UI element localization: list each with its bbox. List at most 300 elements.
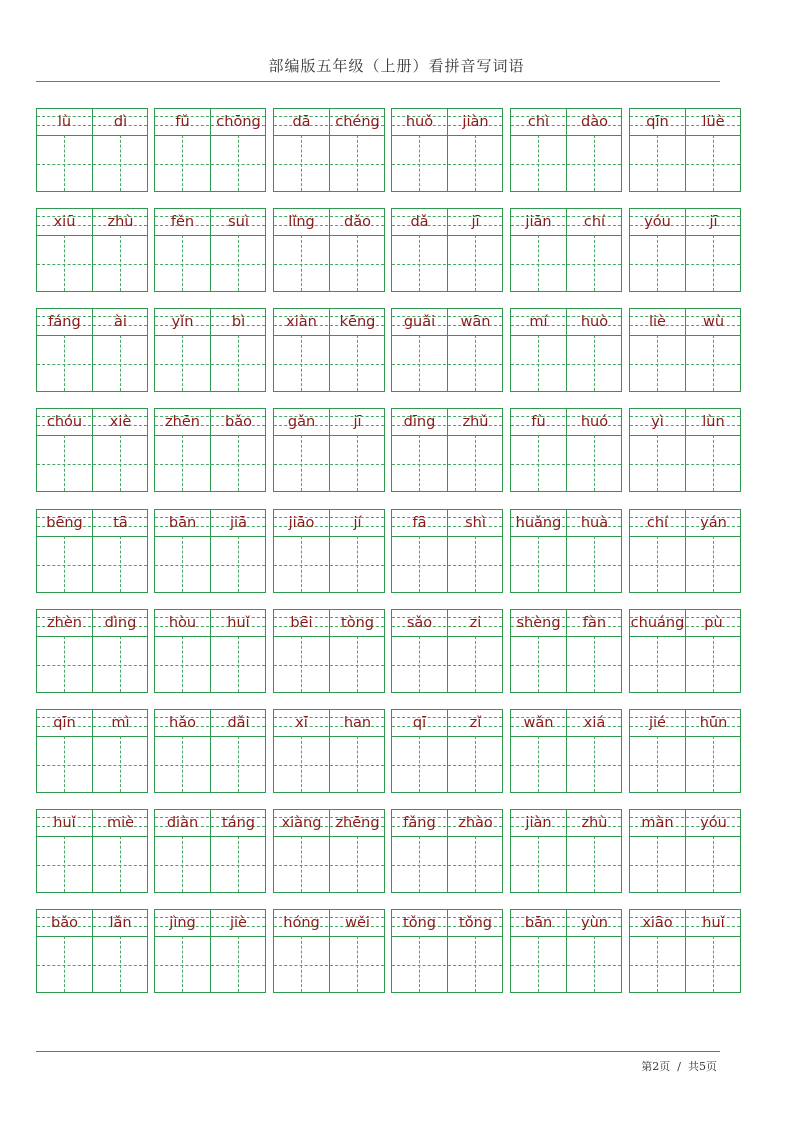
word-box xyxy=(36,509,148,593)
pinyin-syllable: liè xyxy=(649,314,666,330)
char-guide-vertical xyxy=(713,936,714,992)
char-guide-vertical xyxy=(594,335,595,391)
char-guide-vertical xyxy=(713,335,714,391)
pinyin-syllable: chí xyxy=(583,214,606,230)
char-guide-vertical xyxy=(475,636,476,692)
pinyin-syllable: shèng xyxy=(516,615,561,631)
char-guide-horizontal xyxy=(511,364,621,365)
char-guide-vertical xyxy=(301,536,302,592)
char-guide-horizontal xyxy=(630,364,740,365)
char-guide-horizontal xyxy=(37,164,147,165)
pinyin-syllable: tòng xyxy=(341,615,374,631)
char-guide-vertical xyxy=(594,736,595,792)
pinyin-syllable: tā xyxy=(113,515,128,531)
char-guide-vertical xyxy=(64,435,65,491)
word-box xyxy=(273,308,385,392)
word-box xyxy=(36,809,148,893)
pinyin-syllable: xiāo xyxy=(642,915,673,931)
word-box xyxy=(273,509,385,593)
pinyin-syllable: huǐ xyxy=(53,815,76,831)
char-guide-vertical xyxy=(419,636,420,692)
char-guide-vertical xyxy=(238,736,239,792)
char-guide-vertical xyxy=(357,636,358,692)
char-guide-horizontal xyxy=(511,164,621,165)
pinyin-syllable: dào xyxy=(581,114,608,130)
char-guide-vertical xyxy=(419,536,420,592)
pinyin-syllable: xiàng xyxy=(281,815,322,831)
char-guide-vertical xyxy=(182,536,183,592)
char-guide-vertical xyxy=(419,335,420,391)
pinyin-syllable: fáng xyxy=(48,314,81,330)
pinyin-syllable: zhù xyxy=(581,815,608,831)
char-guide-vertical xyxy=(657,335,658,391)
char-guide-vertical xyxy=(475,536,476,592)
pinyin-syllable: zhèn xyxy=(47,615,82,631)
char-guide-vertical xyxy=(357,736,358,792)
word-box xyxy=(273,809,385,893)
char-guide-horizontal xyxy=(37,665,147,666)
word-box xyxy=(36,108,148,192)
pinyin-syllable: bì xyxy=(231,314,246,330)
pinyin-syllable: xī xyxy=(295,715,308,731)
pinyin-syllable: huǐ xyxy=(227,615,250,631)
pinyin-syllable: dǎi xyxy=(227,715,250,731)
word-box xyxy=(629,909,741,993)
word-box xyxy=(154,208,266,292)
char-guide-vertical xyxy=(713,135,714,191)
char-guide-vertical xyxy=(538,636,539,692)
char-guide-vertical xyxy=(538,536,539,592)
char-guide-vertical xyxy=(120,135,121,191)
pinyin-syllable: bǎo xyxy=(51,915,78,931)
char-guide-vertical xyxy=(182,736,183,792)
pinyin-syllable: dì xyxy=(113,114,128,130)
char-guide-vertical xyxy=(301,135,302,191)
pinyin-syllable: jìng xyxy=(169,915,196,931)
pinyin-syllable: chóu xyxy=(46,414,83,430)
pinyin-syllable: han xyxy=(343,715,372,731)
word-box xyxy=(36,208,148,292)
pinyin-syllable: bān xyxy=(168,515,197,531)
char-guide-vertical xyxy=(475,936,476,992)
char-guide-vertical xyxy=(238,936,239,992)
char-guide-horizontal xyxy=(37,865,147,866)
pinyin-syllable: bēi xyxy=(290,615,313,631)
page-number: 第2页 / 共5页 xyxy=(641,1060,717,1073)
pinyin-syllable: hūn xyxy=(699,715,728,731)
char-guide-horizontal xyxy=(274,765,384,766)
char-guide-horizontal xyxy=(155,965,265,966)
char-guide-horizontal xyxy=(274,364,384,365)
pinyin-syllable: kēng xyxy=(339,314,376,330)
char-guide-vertical xyxy=(301,335,302,391)
char-guide-vertical xyxy=(713,435,714,491)
char-guide-horizontal xyxy=(511,565,621,566)
pinyin-syllable: chì xyxy=(527,114,550,130)
char-guide-vertical xyxy=(419,435,420,491)
pinyin-syllable: jiè xyxy=(230,915,247,931)
char-guide-horizontal xyxy=(511,464,621,465)
pinyin-syllable: xiá xyxy=(583,715,606,731)
char-guide-vertical xyxy=(182,235,183,291)
char-guide-vertical xyxy=(357,936,358,992)
pinyin-syllable: wěi xyxy=(345,915,370,931)
pinyin-syllable: jiā xyxy=(230,515,247,531)
pinyin-syllable: hòu xyxy=(168,615,197,631)
char-guide-horizontal xyxy=(392,665,502,666)
char-guide-vertical xyxy=(182,836,183,892)
word-box xyxy=(629,408,741,492)
char-guide-vertical xyxy=(594,536,595,592)
word-box xyxy=(510,709,622,793)
char-guide-vertical xyxy=(357,335,358,391)
word-box xyxy=(391,809,503,893)
char-guide-vertical xyxy=(657,836,658,892)
char-guide-vertical xyxy=(538,235,539,291)
pinyin-syllable: jiān xyxy=(525,214,552,230)
char-guide-horizontal xyxy=(274,264,384,265)
pinyin-syllable: dǎo xyxy=(344,214,371,230)
pinyin-syllable: jié xyxy=(649,715,666,731)
char-guide-vertical xyxy=(538,836,539,892)
char-guide-horizontal xyxy=(392,264,502,265)
char-guide-vertical xyxy=(182,936,183,992)
word-box xyxy=(154,609,266,693)
word-box xyxy=(510,609,622,693)
word-box xyxy=(36,709,148,793)
char-guide-vertical xyxy=(64,736,65,792)
pinyin-syllable: zhù xyxy=(107,214,134,230)
char-guide-horizontal xyxy=(511,264,621,265)
char-guide-horizontal xyxy=(155,464,265,465)
pinyin-syllable: huà xyxy=(580,515,609,531)
word-box xyxy=(36,909,148,993)
pinyin-syllable: dìng xyxy=(104,615,137,631)
word-box xyxy=(154,308,266,392)
pinyin-syllable: fǎng xyxy=(403,815,436,831)
pinyin-syllable: shì xyxy=(465,515,486,531)
pinyin-syllable: xiū xyxy=(53,214,76,230)
word-box xyxy=(629,108,741,192)
pinyin-syllable: dā xyxy=(292,114,311,130)
pinyin-syllable: chuáng xyxy=(630,615,685,631)
pinyin-syllable: huǒ xyxy=(405,114,434,130)
char-guide-vertical xyxy=(594,636,595,692)
char-guide-horizontal xyxy=(511,965,621,966)
pinyin-syllable: sǎo xyxy=(406,615,433,631)
char-guide-vertical xyxy=(238,636,239,692)
char-guide-horizontal xyxy=(155,665,265,666)
char-guide-vertical xyxy=(538,135,539,191)
word-box xyxy=(391,208,503,292)
char-guide-horizontal xyxy=(630,464,740,465)
char-guide-vertical xyxy=(238,836,239,892)
pinyin-syllable: fàn xyxy=(582,615,607,631)
char-guide-vertical xyxy=(713,836,714,892)
pinyin-syllable: wān xyxy=(460,314,491,330)
char-guide-vertical xyxy=(120,435,121,491)
char-guide-vertical xyxy=(475,736,476,792)
char-guide-vertical xyxy=(64,335,65,391)
char-guide-vertical xyxy=(182,636,183,692)
pinyin-syllable: màn xyxy=(641,815,674,831)
word-box xyxy=(629,709,741,793)
pinyin-syllable: yóu xyxy=(644,214,671,230)
char-guide-vertical xyxy=(120,636,121,692)
char-guide-horizontal xyxy=(274,164,384,165)
word-box xyxy=(36,408,148,492)
pinyin-syllable: qīn xyxy=(646,114,669,130)
pinyin-syllable: wù xyxy=(702,314,725,330)
char-guide-vertical xyxy=(419,936,420,992)
header-rule xyxy=(36,81,720,82)
char-guide-horizontal xyxy=(274,665,384,666)
word-box xyxy=(510,308,622,392)
char-guide-horizontal xyxy=(37,765,147,766)
word-box xyxy=(391,909,503,993)
pinyin-syllable: yán xyxy=(700,515,727,531)
pinyin-syllable: zhǔ xyxy=(462,414,489,430)
char-guide-vertical xyxy=(657,536,658,592)
char-guide-horizontal xyxy=(392,364,502,365)
pinyin-syllable: bān xyxy=(524,915,553,931)
pinyin-syllable: jī xyxy=(471,214,480,230)
pinyin-syllable: hóng xyxy=(283,915,320,931)
char-guide-vertical xyxy=(419,235,420,291)
pinyin-syllable: fù xyxy=(531,414,546,430)
char-guide-horizontal xyxy=(630,865,740,866)
char-guide-horizontal xyxy=(630,965,740,966)
page-title: 部编版五年级（上册）看拼音写词语 xyxy=(268,57,525,75)
pinyin-syllable: jī xyxy=(709,214,718,230)
char-guide-vertical xyxy=(357,536,358,592)
pinyin-syllable: miè xyxy=(106,815,135,831)
char-guide-vertical xyxy=(538,936,539,992)
char-guide-vertical xyxy=(64,135,65,191)
char-guide-vertical xyxy=(301,836,302,892)
word-box xyxy=(510,509,622,593)
char-guide-horizontal xyxy=(274,565,384,566)
char-guide-vertical xyxy=(120,235,121,291)
word-box xyxy=(154,709,266,793)
pinyin-syllable: jiàn xyxy=(462,114,489,130)
pinyin-syllable: lüè xyxy=(702,114,725,130)
pinyin-syllable: mì xyxy=(111,715,130,731)
word-box xyxy=(273,609,385,693)
char-guide-vertical xyxy=(657,435,658,491)
char-guide-vertical xyxy=(657,135,658,191)
char-guide-vertical xyxy=(301,936,302,992)
char-guide-vertical xyxy=(594,235,595,291)
word-box xyxy=(154,408,266,492)
word-box xyxy=(154,809,266,893)
char-guide-vertical xyxy=(419,736,420,792)
word-box xyxy=(510,108,622,192)
char-guide-vertical xyxy=(657,736,658,792)
pinyin-syllable: lùn xyxy=(702,414,725,430)
pinyin-syllable: táng xyxy=(222,815,255,831)
pinyin-syllable: xiè xyxy=(109,414,132,430)
pinyin-syllable: tǒng xyxy=(403,915,436,931)
char-guide-vertical xyxy=(357,836,358,892)
char-guide-vertical xyxy=(538,736,539,792)
word-box xyxy=(629,609,741,693)
char-guide-horizontal xyxy=(155,264,265,265)
char-guide-vertical xyxy=(238,536,239,592)
char-guide-vertical xyxy=(301,435,302,491)
pinyin-syllable: pù xyxy=(704,615,723,631)
char-guide-vertical xyxy=(594,936,595,992)
char-guide-horizontal xyxy=(630,565,740,566)
char-guide-horizontal xyxy=(511,765,621,766)
pinyin-syllable: bēng xyxy=(46,515,83,531)
char-guide-vertical xyxy=(357,435,358,491)
char-guide-vertical xyxy=(120,936,121,992)
pinyin-syllable: zǐ xyxy=(469,715,482,731)
pinyin-syllable: lù xyxy=(57,114,72,130)
char-guide-vertical xyxy=(238,435,239,491)
pinyin-syllable: yóu xyxy=(700,815,727,831)
word-box xyxy=(273,208,385,292)
pinyin-syllable: tǒng xyxy=(459,915,492,931)
pinyin-syllable: chōng xyxy=(216,114,261,130)
char-guide-vertical xyxy=(301,636,302,692)
char-guide-horizontal xyxy=(274,865,384,866)
pinyin-syllable: wǎn xyxy=(523,715,554,731)
char-guide-vertical xyxy=(301,736,302,792)
pinyin-syllable: xiàn xyxy=(286,314,317,330)
word-box xyxy=(629,208,741,292)
char-guide-horizontal xyxy=(392,164,502,165)
char-guide-horizontal xyxy=(37,264,147,265)
pinyin-syllable: yì xyxy=(651,414,664,430)
char-guide-vertical xyxy=(538,335,539,391)
char-guide-vertical xyxy=(594,836,595,892)
pinyin-syllable: chí xyxy=(646,515,669,531)
pinyin-syllable: zhēng xyxy=(335,815,380,831)
char-guide-vertical xyxy=(238,235,239,291)
word-box xyxy=(154,509,266,593)
char-guide-horizontal xyxy=(392,765,502,766)
char-guide-horizontal xyxy=(155,865,265,866)
pinyin-syllable: lǎn xyxy=(109,915,132,931)
char-guide-vertical xyxy=(657,235,658,291)
char-guide-vertical xyxy=(419,135,420,191)
pinyin-syllable: fā xyxy=(412,515,427,531)
char-guide-vertical xyxy=(419,836,420,892)
char-guide-vertical xyxy=(713,636,714,692)
char-guide-vertical xyxy=(120,836,121,892)
pinyin-syllable: bǎo xyxy=(225,414,252,430)
char-guide-horizontal xyxy=(630,765,740,766)
char-guide-vertical xyxy=(64,235,65,291)
char-guide-vertical xyxy=(182,335,183,391)
word-box xyxy=(510,208,622,292)
char-guide-horizontal xyxy=(392,865,502,866)
char-guide-vertical xyxy=(475,335,476,391)
char-guide-horizontal xyxy=(511,665,621,666)
word-box xyxy=(273,909,385,993)
pinyin-syllable: huò xyxy=(580,314,609,330)
pinyin-syllable: yǐn xyxy=(171,314,194,330)
pinyin-syllable: jí xyxy=(353,515,362,531)
word-box xyxy=(273,709,385,793)
pinyin-syllable: qī xyxy=(412,715,427,731)
char-guide-vertical xyxy=(120,536,121,592)
char-guide-horizontal xyxy=(37,464,147,465)
pinyin-syllable: diàn xyxy=(166,815,199,831)
char-guide-horizontal xyxy=(37,965,147,966)
pinyin-syllable: fǔ xyxy=(175,114,190,130)
pinyin-syllable: dīng xyxy=(403,414,436,430)
char-guide-horizontal xyxy=(392,565,502,566)
word-box xyxy=(391,709,503,793)
char-guide-horizontal xyxy=(630,164,740,165)
char-guide-vertical xyxy=(538,435,539,491)
word-box xyxy=(273,108,385,192)
char-guide-vertical xyxy=(475,235,476,291)
pinyin-syllable: huó xyxy=(580,414,609,430)
char-guide-vertical xyxy=(713,736,714,792)
char-guide-vertical xyxy=(120,736,121,792)
char-guide-vertical xyxy=(475,435,476,491)
char-guide-horizontal xyxy=(392,464,502,465)
char-guide-vertical xyxy=(594,135,595,191)
word-box xyxy=(273,408,385,492)
pinyin-syllable: qīn xyxy=(53,715,76,731)
pinyin-syllable: jiāo xyxy=(288,515,315,531)
char-guide-horizontal xyxy=(155,765,265,766)
word-box xyxy=(391,108,503,192)
char-guide-vertical xyxy=(238,135,239,191)
char-guide-vertical xyxy=(713,536,714,592)
char-guide-vertical xyxy=(357,135,358,191)
char-guide-horizontal xyxy=(630,264,740,265)
char-guide-vertical xyxy=(475,135,476,191)
pinyin-syllable: yùn xyxy=(581,915,608,931)
pinyin-syllable: huǐ xyxy=(702,915,725,931)
pinyin-syllable: hǎo xyxy=(169,715,196,731)
word-box xyxy=(510,909,622,993)
pinyin-syllable: lǐng xyxy=(288,214,315,230)
word-box xyxy=(629,308,741,392)
char-guide-horizontal xyxy=(37,364,147,365)
char-guide-horizontal xyxy=(511,865,621,866)
pinyin-syllable: fěn xyxy=(170,214,195,230)
word-box xyxy=(36,609,148,693)
word-box xyxy=(629,809,741,893)
word-box xyxy=(510,408,622,492)
char-guide-horizontal xyxy=(274,965,384,966)
word-box xyxy=(510,809,622,893)
char-guide-vertical xyxy=(657,636,658,692)
pinyin-syllable: zi xyxy=(469,615,482,631)
char-guide-horizontal xyxy=(37,565,147,566)
pinyin-syllable: zhēn xyxy=(165,414,200,430)
char-guide-horizontal xyxy=(155,565,265,566)
char-guide-vertical xyxy=(657,936,658,992)
word-box xyxy=(391,308,503,392)
char-guide-vertical xyxy=(357,235,358,291)
pinyin-syllable: jī xyxy=(353,414,362,430)
word-box xyxy=(391,609,503,693)
char-guide-horizontal xyxy=(155,164,265,165)
char-guide-vertical xyxy=(238,335,239,391)
pinyin-syllable: gǎn xyxy=(287,414,316,430)
pinyin-syllable: jiàn xyxy=(525,815,552,831)
char-guide-vertical xyxy=(64,536,65,592)
char-guide-vertical xyxy=(594,435,595,491)
